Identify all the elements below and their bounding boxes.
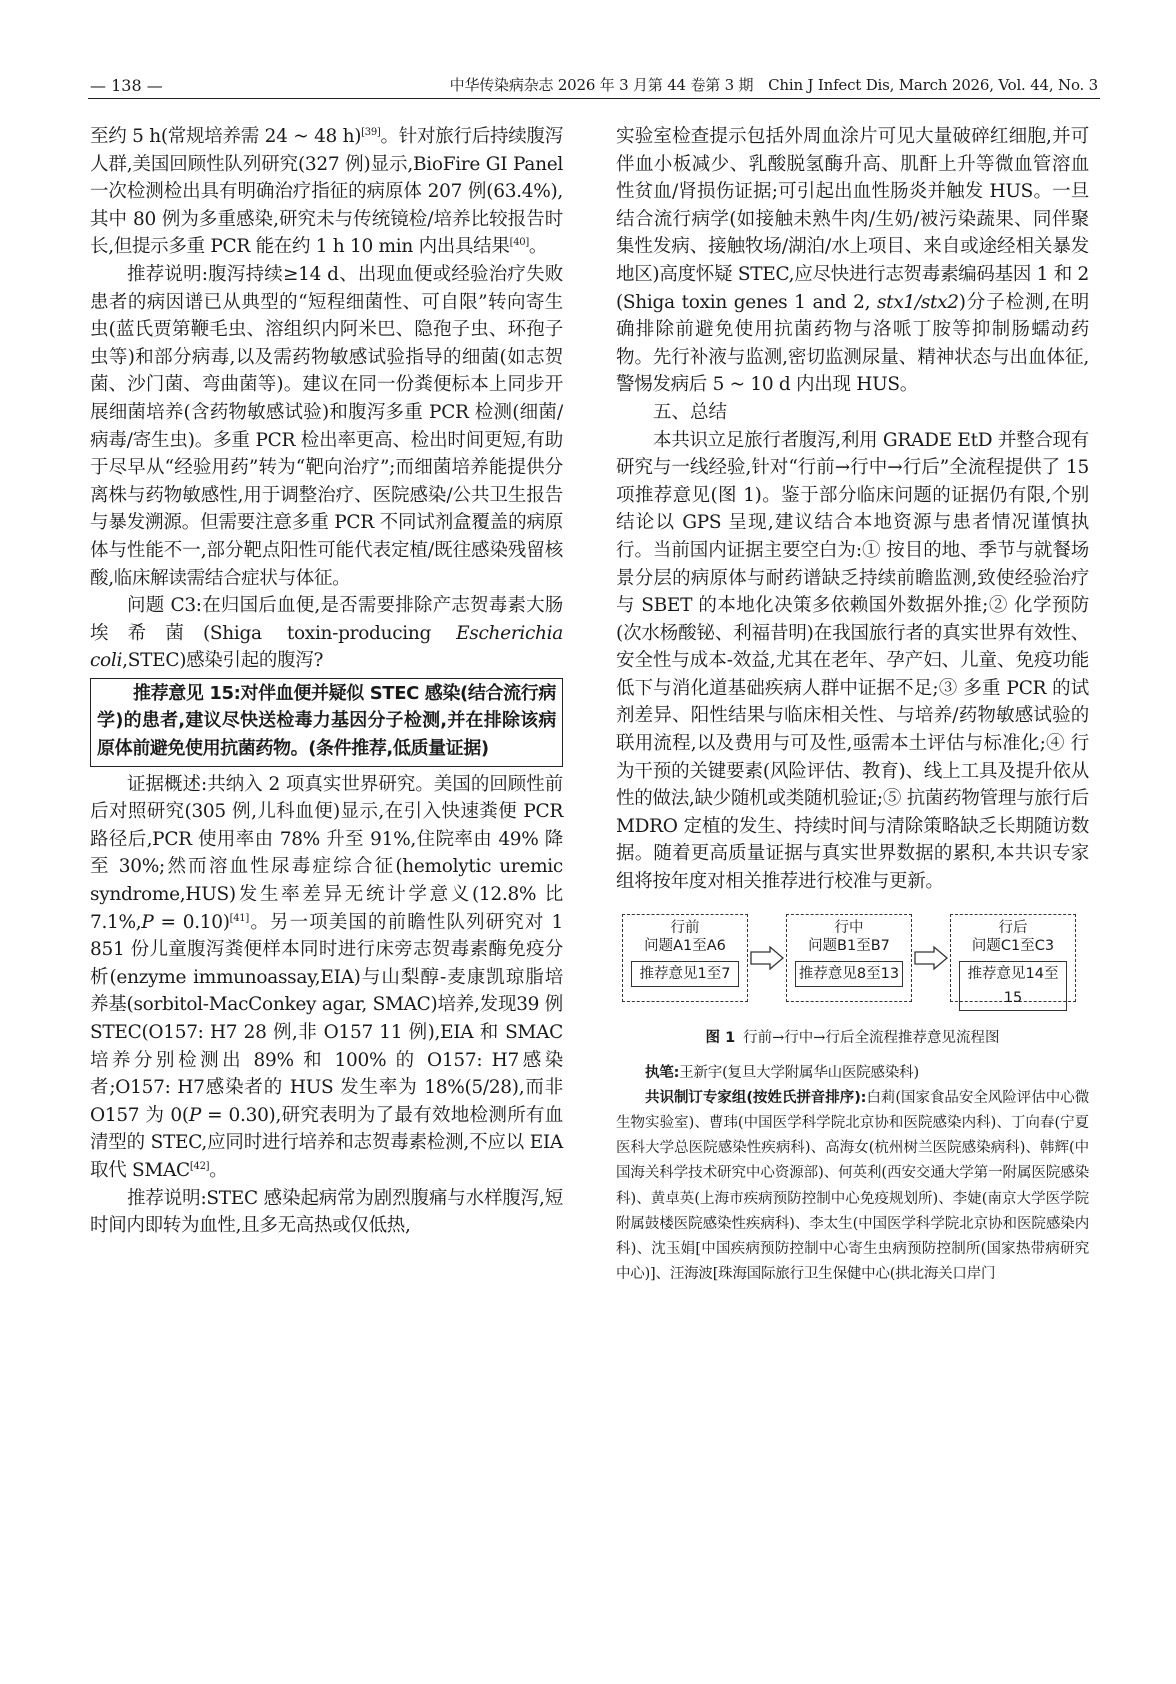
flow-recommendation-range: 推荐意见14至15 — [959, 961, 1067, 1011]
flow-stage-label: 行中 — [834, 919, 864, 936]
recommendation-15-box — [90, 678, 563, 767]
flow-recommendation-range: 推荐意见1至7 — [631, 961, 739, 987]
paragraph-stec-note: 推荐说明:STEC 感染起病常为剧烈腹痛与水样腹泻,短时间内即转为血性,且多无高热或仅低热, — [90, 1187, 563, 1237]
flow-box-post-travel — [950, 914, 1076, 1006]
expert-panel-list: 共识制订专家组(按姓氏拼音排序):白莉(国家食品安全风险评估中心微生物实验室)、曹玮(中国医学科学院北京协和医院感染内科)、丁向春(宁夏医科大学总医院感染性疾病科)、高海女(杭州树兰医院感染病科)、韩辉(中国海关科学技术研究中心资源部)、何英利(西安交通大学第一附属医院感染科)、黄卓英(上海市疾病预防控制中心免疫规划所)、李婕(南京大学医学院附属鼓楼医院感染性疾病科)、李太生(中国医学科学院北京协和医院感染内科)、沈玉娟[中国疾病预防控制中心寄生虫病预防控制所(国家热带病研究中心)]、汪海波[珠海国际旅行卫生保健中心(拱北海关口岸门 — [616, 1089, 1089, 1283]
flow-question-range: 问题B1至B7 — [808, 937, 890, 954]
figure-1-flowchart — [616, 906, 1089, 1024]
paragraph-evidence-summary: 证据概述:共纳入 2 项真实世界研究。美国的回顾性前后对照研究(305 例,儿科血便)显示,在引入快速粪便 PCR 路径后,PCR 使用率由 78% 升至 91%,住院率由 49% 降至 30%;然而溶血性尿毒症综合征(hemolytic uremic syndrome,HUS)发生率差异无统计学意义(12.8% 比 7.1%,P = 0.10)[41]。另一项美国的前瞻性队列研究对 1 851 份儿童腹泻粪便样本同时进行床旁志贺毒素酶免疫分析(enzyme immunoassay,EIA)与山梨醇-麦康凯琼脂培养基(sorbitol-MacConkey agar, SMAC)培养,发现39 例 STEC(O157: H7 28 例,非 O157 11 例),EIA 和 SMAC 培养分别检测出 89% 和 100% 的 O157: H7感染者;O157: H7感染者的 HUS 发生率为 18%(5/28),而非 O157 为 0(P = 0.30),研究表明为了最有效地检测所有血清型的 STEC,应同时进行培养和志贺毒素检测,不应以 EIA 取代 SMAC[42]。 — [90, 773, 563, 1181]
figure-1-caption: 图 1 行前→行中→行后全流程推荐意见流程图 — [705, 1029, 1000, 1046]
ref-41: [41] — [229, 912, 249, 924]
author-line: 执笔:王新宇(复旦大学附属华山医院感染科) — [645, 1064, 919, 1081]
left-column — [90, 123, 563, 1240]
ref-42: [42] — [189, 1160, 210, 1172]
journal-citation: 中华传染病杂志 2026 年 3 月第 44 卷第 3 期 Chin J Infect Dis, March 2026, Vol. 44, No. 3 — [449, 76, 1098, 94]
question-c3: 问题 C3:在归国后血便,是否需要排除产志贺毒素大肠埃希菌(Shiga toxin-producing Escherichia coli,STEC)感染引起的腹泻? — [90, 595, 563, 672]
paragraph-travel-diarrhea-pcr: 至约 5 h(常规培养需 24 ~ 48 h)[39]。针对旅行后持续腹泻人群,美国回顾性队列研究(327 例)显示,BioFire GI Panel 一次检测检出具有明确治疗指征的病原体 207 例(63.4%),其中 80 例为多重感染,研究未与传统镜检/培养比较报告时长,但提示多重 PCR 能在约 1 h 10 min 内出具结果[40]。 — [90, 126, 563, 258]
section-heading-summary: 五、总结 — [653, 401, 728, 423]
flow-arrow-icon — [914, 946, 948, 970]
flow-box-during-travel — [786, 914, 912, 1002]
flow-stage-label: 行后 — [998, 919, 1028, 936]
flow-question-range: 问题A1至A6 — [644, 937, 726, 954]
ref-39: [39] — [361, 127, 381, 138]
flow-question-range: 问题C1至C3 — [971, 937, 1055, 954]
paragraph-lab-findings: 实验室检查提示包括外周血涂片可见大量破碎红细胞,并可伴血小板减少、乳酸脱氢酶升高、肌酐上升等微血管溶血性贫血/肾损伤证据;可引起出血性肠炎并触发 HUS。一旦结合流行病学(如接触未熟牛肉/生奶/被污染蔬果、同伴聚集性发病、接触牧场/湖泊/水上项目、来自或途经相关暴发地区)高度怀疑 STEC,应尽快进行志贺毒素编码基因 1 和 2 (Shiga toxin genes 1 and 2, stx1/stx2)分子检测,在明确排除前避免使用抗菌药物与洛哌丁胺等抑制肠蠕动药物。先行补液与监测,密切监测尿量、精神状态与出血体征,警惕发病后 5 ~ 10 d 内出现 HUS。 — [616, 126, 1090, 396]
recommendation-15-text: 推荐意见 15:对伴血便并疑似 STEC 感染(结合流行病学)的患者,建议尽快送检毒力基因分子检测,并在排除该病原体前避免使用抗菌药物。(条件推荐,低质量证据) — [97, 682, 556, 760]
right-column — [616, 123, 1089, 1287]
header-rule — [88, 98, 1100, 99]
page-header — [0, 0, 1176, 100]
page-number: — 138 — — [90, 76, 163, 95]
ref-40: [40] — [509, 237, 529, 249]
flow-arrow-icon — [750, 946, 784, 970]
paragraph-recommendation-note: 推荐说明:腹泻持续≥14 d、出现血便或经验治疗失败患者的病因谱已从典型的“短程细菌性、可自限”转向寄生虫(蓝氏贾第鞭毛虫、溶组织内阿米巴、隐孢子虫、环孢子虫等)和部分病毒,以及需药物敏感试验指导的细菌(如志贺菌、沙门菌、弯曲菌等)。建议在同一份粪便标本上同步开展细菌培养(含药物敏感试验)和腹泻多重 PCR 检测(细菌/病毒/寄生虫)。多重 PCR 检出率更高、检出时间更短,有助于尽早从“经验用药”转为“靶向治疗”;而细菌培养能提供分离株与药物敏感性,用于调整治疗、医院感染/公共卫生报告与暴发溯源。但需要注意多重 PCR 不同试剂盒覆盖的病原体与性能不一,部分靶点阳性可能代表定植/既往感染残留核酸,临床解读需结合症状与体征。 — [90, 263, 563, 589]
flow-stage-label: 行前 — [670, 919, 700, 936]
flow-box-pre-travel — [622, 914, 748, 1002]
flow-recommendation-range: 推荐意见8至13 — [795, 961, 903, 987]
paragraph-summary: 本共识立足旅行者腹泻,利用 GRADE EtD 并整合现有研究与一线经验,针对“行前→行中→行后”全流程提供了 15 项推荐意见(图 1)。鉴于部分临床问题的证据仍有限,个别结论以 GPS 呈现,建议结合本地资源与患者情况谨慎执行。当前国内证据主要空白为:① 按目的地、季节与就餐场景分层的病原体与耐药谱缺乏持续前瞻监测,致使经验治疗与 SBET 的本地化决策多依赖国外数据外推;② 化学预防(次水杨酸铋、利福昔明)在我国旅行者的真实世界有效性、安全性与成本-效益,尤其在老年、孕产妇、儿童、免疫功能低下与消化道基础疾病人群中证据不足;③ 多重 PCR 的试剂差异、阳性结果与临床相关性、与培养/药物敏感试验的联用流程,以及费用与可及性,亟需本土评估与标准化;④ 行为干预的关键要素(风险评估、教育)、线上工具及提升依从性的做法,缺少随机或类随机验证;⑤ 抗菌药物管理与旅行后 MDRO 定植的发生、持续时间与清除策略缺乏长期随访数据。随着更高质量证据与真实世界数据的累积,本共识专家组将按年度对相关推荐进行校准与更新。 — [616, 429, 1089, 893]
